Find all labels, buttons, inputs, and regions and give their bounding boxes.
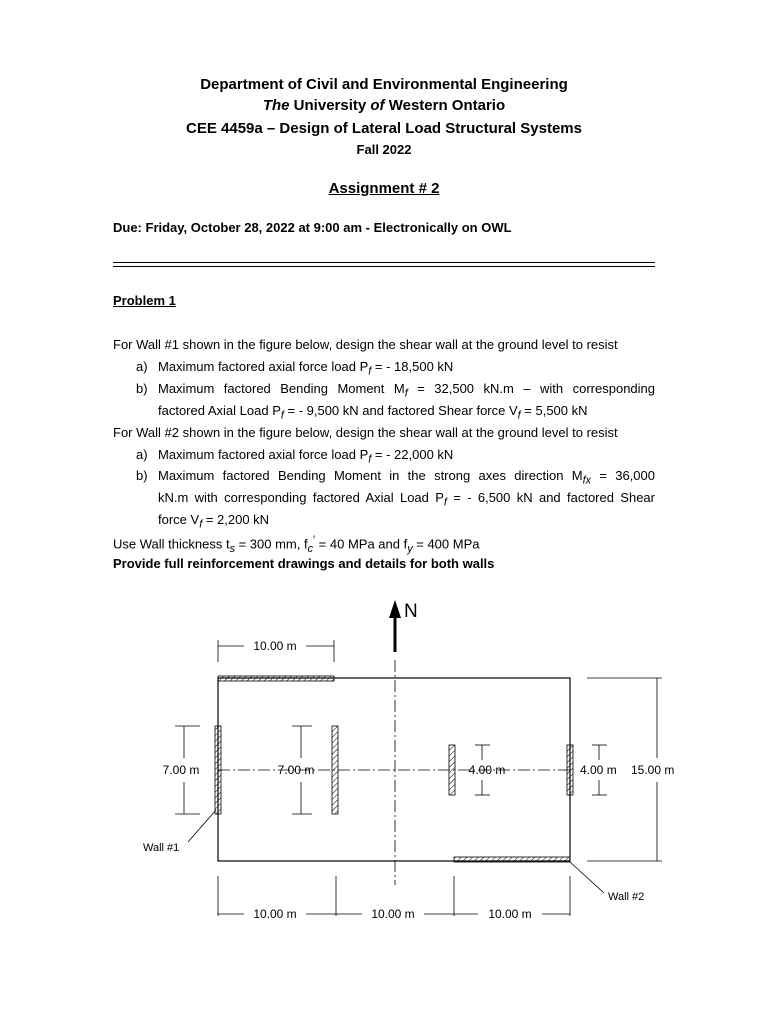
- dim-bottom-3: 10.00 m: [488, 907, 532, 921]
- university-title: The University of Western Ontario: [262, 97, 506, 114]
- wall2-leader: [570, 862, 604, 893]
- dim-right-label: 4.00 m: [580, 763, 617, 777]
- wall2-b-line2: kN.m with corresponding factored Axial Load $P_f$ = - 6,500 kN and factored Shear: [158, 490, 655, 509]
- due-date: Due: Friday, October 28, 2022 at 9:00 am - Electronically on OWL: [113, 220, 512, 235]
- dim-bottom-1: 10.00 m: [253, 907, 297, 921]
- wall2-a-text: Maximum factored axial force load $P_f$ = - 22,000 kN: [158, 447, 454, 466]
- north-label: N: [404, 601, 418, 622]
- dim-bottom-2: 10.00 m: [371, 907, 415, 921]
- wall1-b-line2: factored Axial Load $P_f$ = - 9,500 kN and factored Shear force $V_f = 5,500$ kN: [158, 403, 588, 422]
- term: Fall 2022: [356, 142, 412, 157]
- wall1-leader: [188, 810, 216, 842]
- dim-wall1-label: 7.00 m: [162, 763, 200, 777]
- wall1-intro: For Wall #1 shown in the figure below, design the shear wall at the ground level to resist: [113, 337, 618, 352]
- dim-inner-label: 7.00 m: [277, 763, 315, 777]
- assignment-title: Assignment # 2: [328, 180, 440, 197]
- wall2-intro: For Wall #2 shown in the figure below, design the shear wall at the ground level to resist: [113, 425, 618, 440]
- dim-overall-label: 15.00 m: [631, 763, 675, 777]
- wall-2: [454, 857, 570, 862]
- department-title: Department of Civil and Environmental Engineering: [200, 76, 568, 93]
- wall1-a-text: Maximum factored axial force load $P_f$ = - 18,500 kN: [158, 359, 454, 378]
- wall1-label: Wall #1: [143, 842, 180, 854]
- dim-top-label: 10.00 m: [253, 639, 297, 653]
- wall1-b-marker: b): [136, 381, 148, 396]
- north-arrow: [389, 600, 401, 652]
- wall-inner: [332, 726, 338, 814]
- provide-note: Provide full reinforcement drawings and details for both walls: [113, 556, 495, 571]
- wall1-b-text: Maximum factored Bending Moment $M_f = 32,500$ kN.m – with corresponding: [158, 381, 655, 400]
- wall-right: [567, 745, 573, 795]
- wall2-b-marker: b): [136, 468, 148, 483]
- wall-top: [218, 676, 334, 681]
- dim-core-label: 4.00 m: [468, 763, 506, 777]
- course-title: CEE 4459a – Design of Lateral Load Structural Systems: [186, 120, 582, 137]
- wall2-label: Wall #2: [608, 891, 645, 903]
- wall-core: [449, 745, 455, 795]
- building-outline: [218, 678, 570, 861]
- wall-1: [215, 726, 221, 814]
- problem-title: Problem 1: [113, 293, 176, 308]
- wall1-a-marker: a): [136, 359, 148, 374]
- wall2-b-line3: force $V_f = 2,200$ kN: [158, 512, 270, 531]
- material-properties: Use Wall thickness $t_s = 300$ mm, $f_c' = 40$ MPa and $f_y = 400$ MPa: [113, 534, 480, 555]
- wall2-a-marker: a): [136, 447, 148, 462]
- wall2-b-text: Maximum factored Bending Moment in the strong axes direction $M_{fx} = 36,000$: [158, 468, 656, 487]
